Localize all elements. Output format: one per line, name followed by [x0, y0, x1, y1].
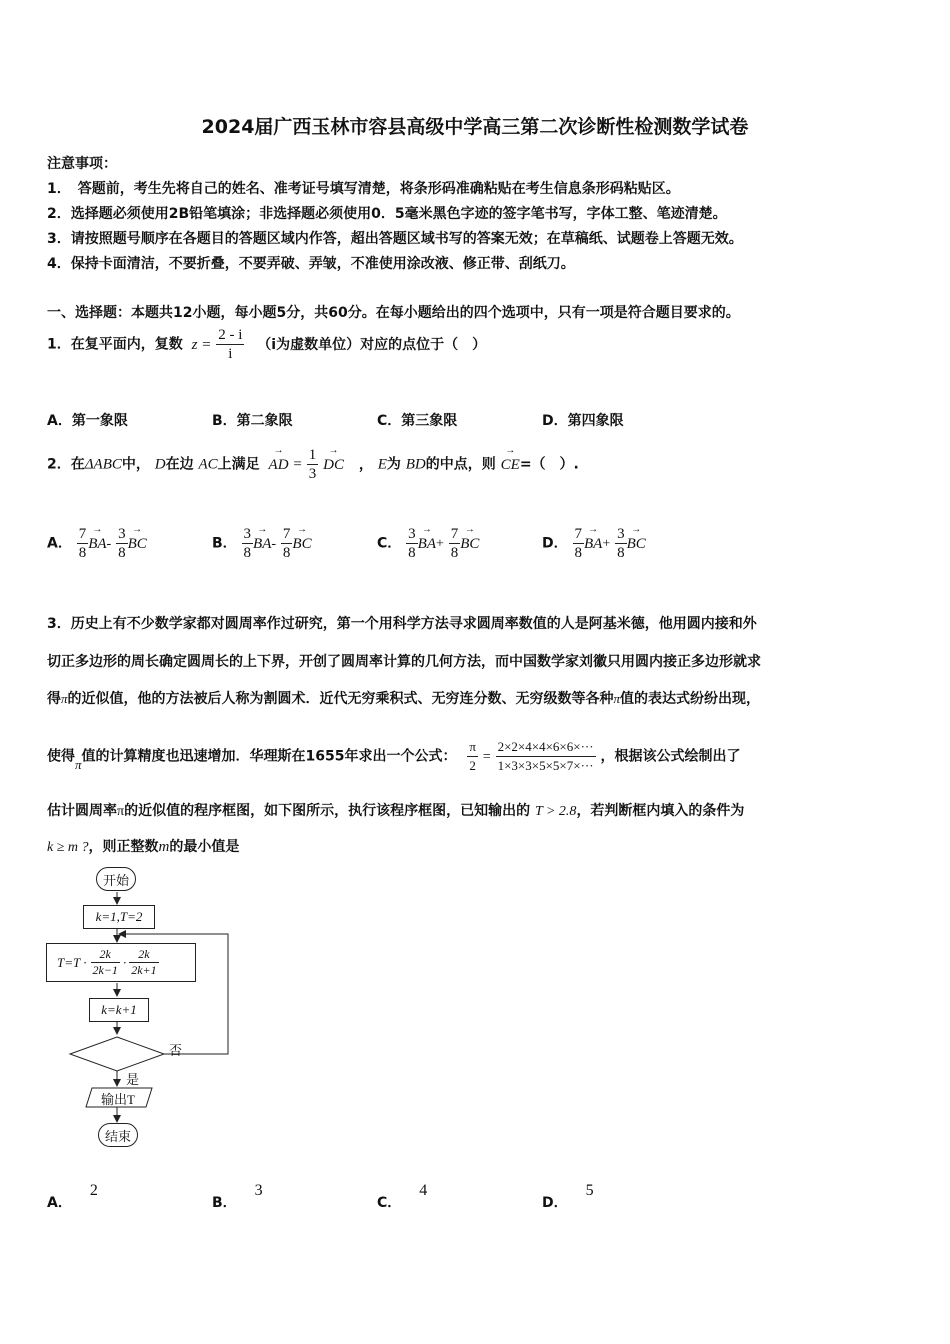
q1-option-a[interactable]: A．第一象限	[47, 413, 128, 429]
question-3-line: 估计圆周率π的近似值的程序框图，如下图所示，执行该程序框图，已知输出的 T > 2.8，若判断框内填入的条件为	[47, 803, 745, 819]
flow-no-label: 否	[169, 1043, 183, 1058]
q1-option-b[interactable]: B．第二象限	[212, 413, 293, 429]
flow-increment: k=k+1	[89, 998, 149, 1022]
q2-option-b[interactable]: B． $\frac{3}{8}$ → BA- $\frac{7}{8}$ → BC	[212, 525, 312, 562]
q1-option-c[interactable]: C．第三象限	[377, 413, 458, 429]
question-3-line: k ≥ m ?，则正整数m的最小值是	[47, 839, 240, 855]
flow-end: 结束	[98, 1123, 138, 1147]
flow-yes-label: 是	[126, 1072, 140, 1087]
notice-item: 4．保持卡面清洁，不要折叠，不要弄破、弄皱，不准使用涂改液、修正带、刮纸刀。	[47, 256, 575, 272]
q2-option-d[interactable]: D． $\frac{7}{8}$ → BA+ $\frac{3}{8}$ → BC	[542, 525, 646, 562]
decision-diamond	[70, 1037, 164, 1071]
section-heading: 一、选择题：本题共12小题，每小题5分，共60分。在每小题给出的四个选项中，只有一项是符合题目要求的。	[47, 305, 740, 321]
q2-option-a[interactable]: A． $\frac{7}{8}$ → BA- $\frac{3}{8}$ → BC	[47, 525, 147, 562]
question-3-line: 切正多边形的周长确定圆周长的上下界，开创了圆周率计算的几何方法，而中国数学家刘徽只用圆内接正多边形就求	[47, 654, 761, 670]
q3-option-d[interactable]: D．5	[542, 1182, 594, 1211]
q1-option-d[interactable]: D．第四象限	[542, 413, 624, 429]
notice-item: 1． 答题前，考生先将自己的姓名、准考证号填写清楚，将条形码准确粘贴在考生信息条形码粘贴区。	[47, 181, 680, 197]
question-3-line: 3．历史上有不少数学家都对圆周率作过研究，第一个用科学方法寻求圆周率数值的人是阿基米德，他用圆内接和外	[47, 616, 757, 632]
q3-option-b[interactable]: B．3	[212, 1182, 263, 1211]
question-2: 2．在ΔABC中， D在边 AC上满足 → AD = $\frac{1}{3}$ → DC ， E为 BD的中点，则 → CE=（ ）.	[47, 446, 579, 483]
q1-fraction: $\frac{2 - i}{i}$	[218, 327, 243, 362]
flow-init: k=1,T=2	[83, 905, 155, 929]
question-1: 1．在复平面内，复数 z = $\frac{2 - i}{i}$ （i为虚数单位）对应的点位于（ ）	[47, 327, 487, 362]
q3-option-a[interactable]: A．2	[47, 1182, 98, 1211]
notice-item: 2．选择题必须使用2B铅笔填涂；非选择题必须使用0．5毫米黑色字迹的签字笔书写，字体工整、笔迹清楚。	[47, 206, 727, 222]
notice-heading: 注意事项：	[47, 156, 117, 172]
flow-process-t: T=T · $\frac{2k}{2k-1}$ · $\frac{2k}{2k+1}$	[46, 943, 196, 982]
flow-output-label: 输出T	[101, 1092, 135, 1107]
q2-option-c[interactable]: C． $\frac{3}{8}$ → BA+ $\frac{7}{8}$ → BC	[377, 525, 479, 562]
page-title: 2024届广西玉林市容县高级中学高三第二次诊断性检测数学试卷	[201, 116, 749, 138]
q3-option-c[interactable]: C．4	[377, 1182, 428, 1211]
question-3-line: 得π的近似值，他的方法被后人称为割圆术．近代无穷乘积式、无穷连分数、无穷级数等各种π值的表达式纷纷出现，	[47, 691, 761, 707]
flow-start: 开始	[96, 867, 136, 891]
notice-item: 3．请按照题号顺序在各题目的答题区域内作答，超出答题区域书写的答案无效；在草稿纸、试题卷上答题无效。	[47, 231, 743, 247]
question-3-line: 使得π值的计算精度也迅速增加．华理斯在1655年求出一个公式： $\frac{\pi}{2}$ = $\frac{2\times 2\times 4\times 4\times 6\times 6\times\cdot\cdot\cdot}{1\times 3\times 3\times 5\times 5\times 7\times\cdot\cdot\cdot}$ ，根据该公式绘制出了	[47, 739, 741, 773]
